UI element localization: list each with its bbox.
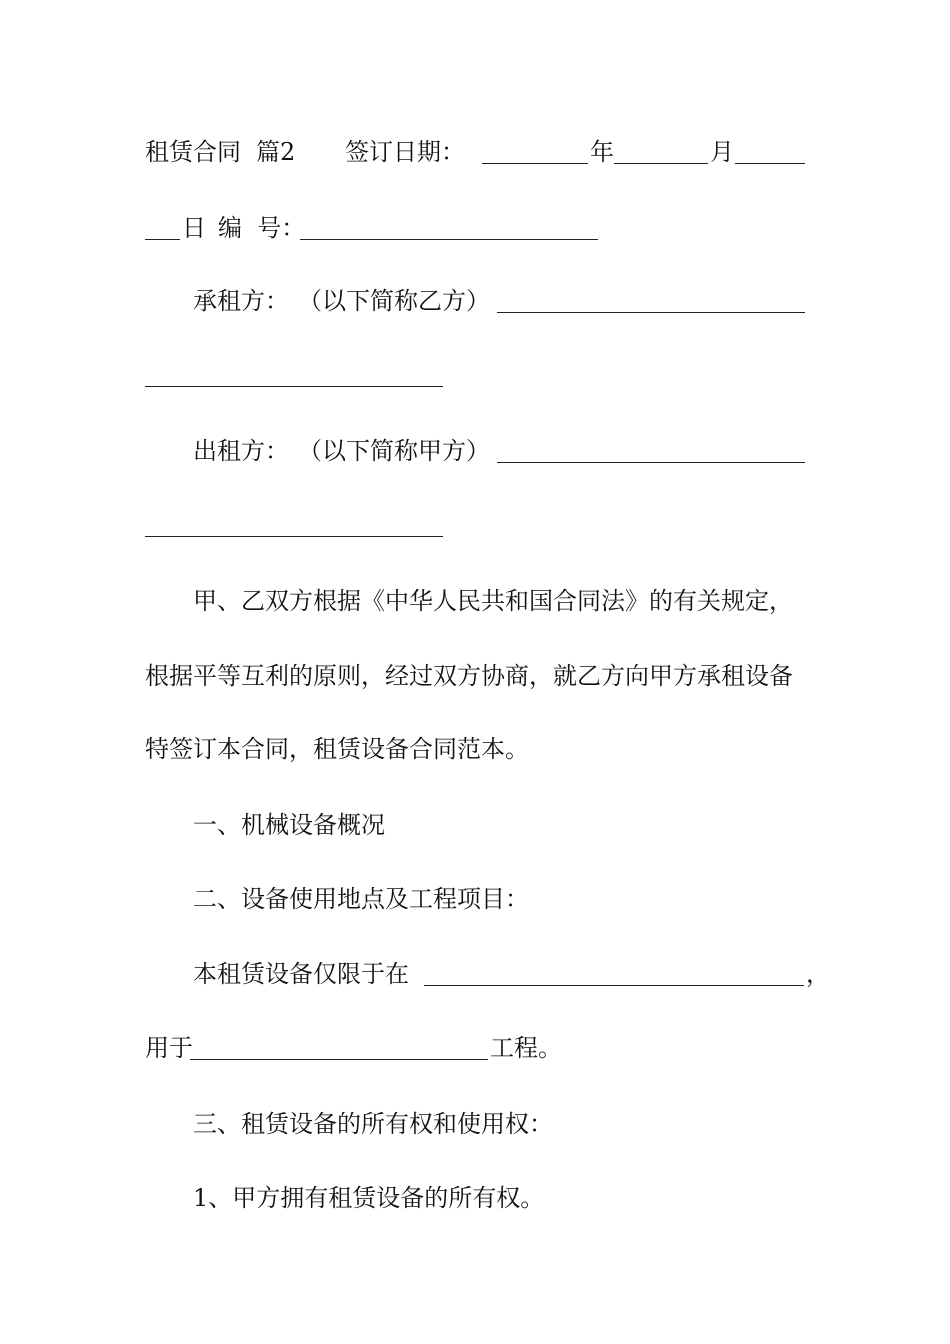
lessor-line-continued (0, 505, 950, 545)
lessee-blank-continued (145, 386, 443, 387)
lessor-blank-continued (145, 536, 443, 537)
section-2-text: 二、设备使用地点及工程项目： (193, 885, 529, 913)
month-label: 月 (710, 138, 734, 166)
intro-line-3 (0, 729, 950, 769)
number-line (0, 208, 950, 248)
lessee-line-continued (0, 355, 950, 395)
section-1-heading (0, 805, 950, 845)
intro-line-2 (0, 656, 950, 696)
month-blank (614, 163, 708, 164)
lessor-label: 出租方： (193, 437, 289, 465)
year-blank (482, 163, 588, 164)
project-suffix: 工程。 (490, 1034, 562, 1062)
project-prefix: 用于 (145, 1034, 193, 1062)
section-2-body-2 (0, 1028, 950, 1068)
lessor-line (0, 431, 950, 471)
contract-title: 租赁合同 (145, 138, 241, 166)
number-label: 编 号： (218, 214, 306, 242)
section-3-heading (0, 1104, 950, 1144)
section-2-body-1 (0, 954, 950, 994)
intro-text-2: 根据平等互利的原则，经过双方协商，就乙方向甲方承租设备 (145, 662, 793, 690)
location-comma: ， (806, 960, 830, 988)
year-label: 年 (590, 138, 614, 166)
section-3-text: 三、租赁设备的所有权和使用权： (193, 1110, 553, 1138)
number-blank (300, 239, 598, 240)
lessee-alias: （以下简称乙方） (298, 287, 490, 315)
section-1-text: 一、机械设备概况 (193, 811, 385, 839)
lessee-label: 承租方： (193, 287, 289, 315)
intro-line-1 (0, 581, 950, 621)
lessor-blank (497, 462, 805, 463)
location-blank (424, 985, 804, 986)
header-line (0, 132, 950, 172)
date-label: 签订日期： (345, 138, 465, 166)
contract-section: 篇2 (256, 138, 296, 166)
lessee-blank (497, 312, 805, 313)
location-prefix: 本租赁设备仅限于在 (193, 960, 409, 988)
lessor-alias: （以下简称甲方） (298, 437, 490, 465)
intro-text-3: 特签订本合同，租赁设备合同范本。 (145, 735, 529, 763)
lessee-line (0, 281, 950, 321)
day-label: 日 (182, 214, 206, 242)
section-2-heading (0, 879, 950, 919)
day-blank-part2 (145, 239, 180, 240)
section-3-item-1-text: 1、甲方拥有租赁设备的所有权。 (193, 1184, 545, 1212)
intro-text-1: 甲、乙双方根据《中华人民共和国合同法》的有关规定， (193, 587, 793, 615)
project-blank (190, 1059, 488, 1060)
section-3-item-1 (0, 1178, 950, 1218)
day-blank-part1 (735, 163, 805, 164)
